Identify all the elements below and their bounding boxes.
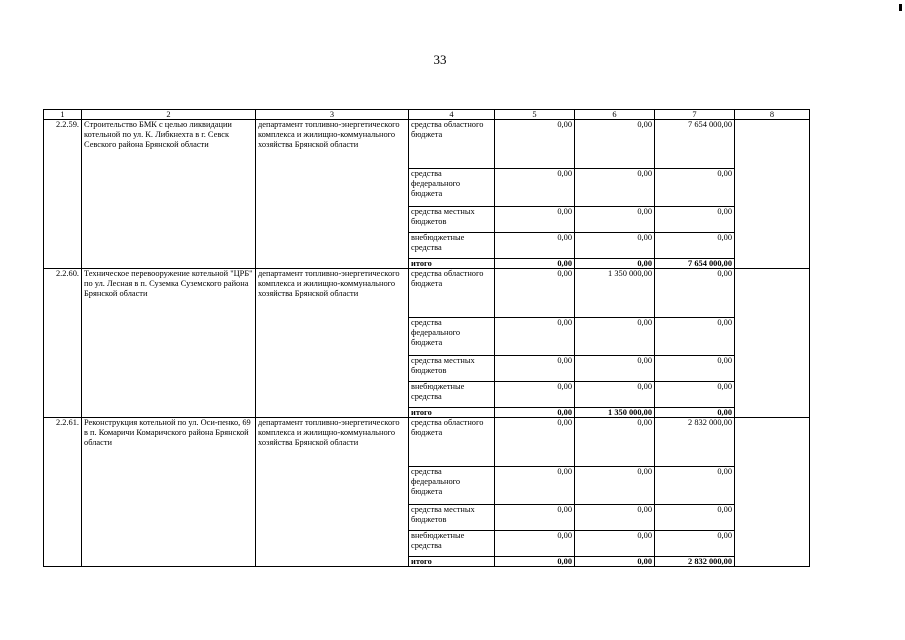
amount-col-5: 0,00 [495,382,575,408]
funding-source-label: средства областного бюджета [409,120,495,169]
funding-source-label: внебюджетные средства [409,233,495,259]
responsible-executor: департамент топливно-энергетического комплекса и жилищно-коммунального хозяйства Брянской области [256,269,409,418]
total-col-5: 0,00 [495,557,575,567]
amount-col-6: 0,00 [575,418,655,467]
funding-source-label: внебюджетные средства [409,531,495,557]
amount-col-6: 0,00 [575,207,655,233]
amount-col-5: 0,00 [495,418,575,467]
responsible-executor: департамент топливно-энергетического комплекса и жилищно-коммунального хозяйства Брянской области [256,418,409,567]
amount-col-7: 0,00 [655,467,735,505]
funding-source-row [44,418,810,467]
total-label: итого [409,259,495,269]
item-name: Техническое перевооружение котельной "ЦРБ" по ул. Лесная в п. Суземка Суземского района Брянской области [82,269,256,418]
column-header: 8 [735,110,810,120]
item-index: 2.2.61. [44,418,82,567]
amount-col-5: 0,00 [495,169,575,207]
item-index: 2.2.60. [44,269,82,418]
funding-source-label: средства федерального бюджета [409,169,495,207]
funding-source-label: средства местных бюджетов [409,207,495,233]
funding-source-label: средства федерального бюджета [409,467,495,505]
column-header: 4 [409,110,495,120]
amount-col-6: 1 350 000,00 [575,269,655,318]
budget-table [43,109,810,567]
column-number-row [44,110,810,120]
amount-col-5: 0,00 [495,356,575,382]
total-col-6: 1 350 000,00 [575,408,655,418]
total-label: итого [409,557,495,567]
funding-source-label: средства областного бюджета [409,418,495,467]
funding-source-row [44,120,810,169]
column-header: 2 [82,110,256,120]
column-header: 1 [44,110,82,120]
total-col-6: 0,00 [575,557,655,567]
funding-source-label: средства областного бюджета [409,269,495,318]
total-col-7: 0,00 [655,408,735,418]
amount-col-7: 0,00 [655,382,735,408]
amount-col-7: 7 654 000,00 [655,120,735,169]
column-header: 6 [575,110,655,120]
amount-col-6: 0,00 [575,169,655,207]
empty-col-8 [735,269,810,418]
responsible-executor: департамент топливно-энергетического комплекса и жилищно-коммунального хозяйства Брянской области [256,120,409,269]
empty-col-8 [735,418,810,567]
amount-col-5: 0,00 [495,233,575,259]
amount-col-7: 0,00 [655,169,735,207]
page-number: 33 [433,52,447,67]
funding-source-label: внебюджетные средства [409,382,495,408]
column-header: 5 [495,110,575,120]
item-index: 2.2.59. [44,120,82,269]
amount-col-5: 0,00 [495,318,575,356]
amount-col-5: 0,00 [495,207,575,233]
total-label: итого [409,408,495,418]
amount-col-5: 0,00 [495,120,575,169]
amount-col-6: 0,00 [575,382,655,408]
amount-col-6: 0,00 [575,318,655,356]
total-col-5: 0,00 [495,259,575,269]
funding-source-label: средства местных бюджетов [409,505,495,531]
amount-col-6: 0,00 [575,356,655,382]
amount-col-6: 0,00 [575,531,655,557]
amount-col-6: 0,00 [575,120,655,169]
amount-col-7: 0,00 [655,531,735,557]
item-name: Реконструкция котельной по ул. Оси-пенко, 69 в п. Комаричи Комаричского района Брянской области [82,418,256,567]
amount-col-5: 0,00 [495,505,575,531]
amount-col-7: 0,00 [655,207,735,233]
scan-edge-mark [899,4,902,11]
column-header: 3 [256,110,409,120]
amount-col-7: 0,00 [655,233,735,259]
amount-col-6: 0,00 [575,467,655,505]
amount-col-7: 0,00 [655,269,735,318]
amount-col-6: 0,00 [575,505,655,531]
funding-source-row [44,269,810,318]
column-header: 7 [655,110,735,120]
total-col-5: 0,00 [495,408,575,418]
total-col-6: 0,00 [575,259,655,269]
amount-col-7: 0,00 [655,318,735,356]
funding-source-label: средства федерального бюджета [409,318,495,356]
total-col-7: 7 654 000,00 [655,259,735,269]
amount-col-5: 0,00 [495,467,575,505]
funding-source-label: средства местных бюджетов [409,356,495,382]
total-col-7: 2 832 000,00 [655,557,735,567]
amount-col-5: 0,00 [495,531,575,557]
amount-col-7: 2 832 000,00 [655,418,735,467]
amount-col-7: 0,00 [655,356,735,382]
amount-col-5: 0,00 [495,269,575,318]
amount-col-7: 0,00 [655,505,735,531]
empty-col-8 [735,120,810,269]
item-name: Строительство БМК с целью ликвидации котельной по ул. К. Либкнехта в г. Севск Севского района Брянской области [82,120,256,269]
amount-col-6: 0,00 [575,233,655,259]
